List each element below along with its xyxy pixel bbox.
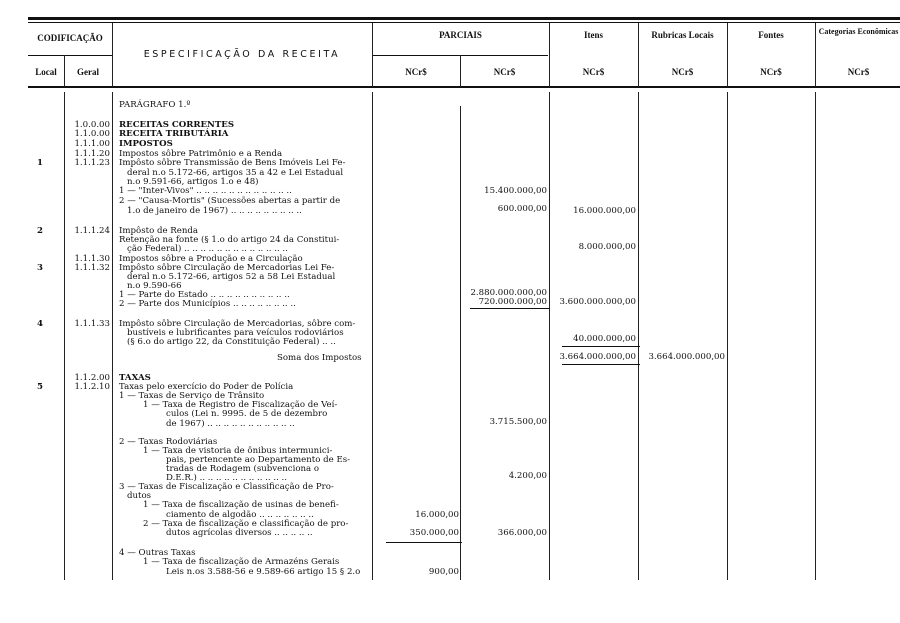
body-sep-geral	[112, 92, 113, 580]
currency-itens: NCr$	[582, 67, 605, 77]
row-text: bustíveis e lubrificantes para veículos rodoviários	[127, 328, 344, 338]
row-code: 1.1.1.00	[74, 139, 110, 149]
row-text: TAXAS	[119, 373, 151, 383]
rubricas-value: 3.664.000.000,00	[648, 352, 725, 362]
row-text: Retenção na fonte (§ 1.o do artigo 24 da Constitui-	[119, 235, 340, 245]
row-text: Taxas pelo exercício do Poder de Polícia	[119, 382, 294, 392]
rubricas-header: Rubricas Locais	[651, 30, 714, 40]
row-local: 5	[37, 382, 43, 392]
soma-dos-impostos-label: Soma dos Impostos	[277, 353, 362, 363]
itens-value: 3.600.000.000,00	[559, 297, 636, 307]
row-text: Impôsto de Renda	[119, 226, 199, 236]
row-local: 2	[37, 226, 43, 236]
body-sep-p1p2	[460, 106, 461, 580]
row-text: 2 — Parte dos Municípios .. .. .. .. .. .. .. ..	[119, 299, 296, 309]
local-header: Local	[35, 67, 57, 77]
row-text: 2 — Taxas Rodoviárias	[119, 437, 218, 447]
row-text: dutos	[127, 491, 152, 501]
body-sep-categorias	[815, 92, 816, 580]
especificacao-header: ESPECIFICAÇÃO DA RECEITA	[143, 49, 341, 60]
row-code: 1.1.1.32	[74, 263, 110, 273]
row-text: n.o 9.591-66, artigos 1.o e 48)	[127, 177, 259, 187]
row-code: 1.1.1.30	[74, 254, 110, 264]
row-code: 1.1.0.00	[74, 129, 110, 139]
row-text: Impôsto sôbre Transmissão de Bens Imóveis Lei Fe-	[119, 158, 346, 168]
row-text: RECEITA TRIBUTÁRIA	[119, 129, 229, 139]
row-code: 1.1.2.00	[74, 373, 110, 383]
row-text: 2 — "Causa-Mortis" (Sucessões abertas a partir de	[119, 196, 341, 206]
row-text: (§ 6.o do artigo 22, da Constituição Federal) .. ..	[127, 337, 336, 347]
row-text: ção Federal) .. .. .. .. .. .. .. .. .. .. .. .. ..	[127, 244, 288, 254]
currency-fontes: NCr$	[760, 67, 782, 77]
categorias-header: Categorias Econômicas	[818, 27, 899, 36]
row-text: 2 — Taxa de fiscalização e classificação de pro-	[143, 519, 349, 529]
row-text: 1 — Taxas de Serviço de Trânsito	[119, 391, 265, 401]
row-text: Impostos sôbre Patrimônio e a Renda	[119, 149, 283, 159]
row-local: 4	[37, 319, 43, 329]
parcial-2-value: 366.000,00	[497, 528, 547, 538]
parcial-1-value: 350.000,00	[409, 528, 459, 538]
parcial-2-value: 720.000.000,00	[478, 297, 547, 307]
row-text: dutos agrícolas diversos .. .. .. .. ..	[166, 528, 313, 538]
row-text: de 1967) .. .. .. .. .. .. .. .. .. .. ..	[166, 419, 295, 429]
itens-value: 40.000.000,00	[573, 334, 636, 344]
parcial-2-value: 2.880.000.000,00	[470, 288, 547, 298]
row-text: 4 — Outras Taxas	[119, 548, 196, 558]
row-text: 1.o de janeiro de 1967) .. .. .. .. .. .. .. .. ..	[127, 206, 302, 216]
row-text: 1 — "Inter-Vivos" .. .. .. .. .. .. .. .. .. .. .. ..	[119, 186, 292, 196]
underline-itens-soma	[562, 346, 640, 347]
itens-value: 8.000.000,00	[578, 242, 636, 252]
row-text: 3 — Taxas de Fiscalização e Classificação de Pro-	[119, 482, 334, 492]
row-text: culos (Lei n. 9995. de 5 de dezembro	[166, 409, 328, 419]
itens-value: 3.664.000.000,00	[559, 352, 636, 362]
row-text: IMPOSTOS	[119, 139, 173, 149]
geral-header: Geral	[77, 67, 99, 77]
row-code: 1.1.1.20	[74, 149, 110, 159]
row-text: Impostos sôbre a Produção e a Circulação	[119, 254, 303, 264]
row-text: RECEITAS CORRENTES	[119, 120, 235, 130]
header-bottom-rule	[28, 86, 900, 88]
row-code: 1.1.1.23	[74, 158, 110, 168]
parcial-2-value: 4.200,00	[508, 471, 547, 481]
row-text: 1 — Taxa de vistoria de ônibus intermunici-	[143, 446, 333, 456]
row-text: D.E.R.) .. .. .. .. .. .. .. .. .. .. ..	[166, 473, 288, 483]
row-text: tradas de Rodagem (subvenciona o	[166, 464, 320, 474]
row-code: 1.1.1.33	[74, 319, 110, 329]
row-code: 1.1.2.10	[74, 382, 110, 392]
codificacao-header: CODIFICAÇÃO	[37, 33, 103, 43]
currency-p2: NCr$	[493, 67, 516, 77]
row-text: pais, pertencente ao Departamento de Es-	[166, 455, 351, 465]
fontes-header: Fontes	[758, 30, 784, 40]
currency-p1: NCr$	[405, 67, 427, 77]
row-text: 1 — Taxa de Registro de Fiscalização de Veí-	[143, 400, 338, 410]
parciais-header: PARCIAIS	[439, 30, 482, 40]
parcial-2-value: 15.400.000,00	[484, 186, 547, 196]
row-local: 1	[37, 158, 43, 168]
body-sep-local	[64, 92, 65, 580]
row-text: deral n.o 5.172-66, artigos 35 a 42 e Lei Estadual	[127, 168, 344, 178]
row-text: n.o 9.590-66	[127, 281, 182, 291]
body-sep-rubricas	[638, 92, 639, 580]
row-text: deral n.o 5.172-66, artigos 52 a 58 Lei Estadual	[127, 272, 336, 282]
parcial-1-value: 16.000,00	[415, 510, 459, 520]
row-text: ciamento de algodão .. .. .. .. .. .. ..	[166, 510, 314, 520]
row-text: 1 — Parte do Estado .. .. .. .. .. .. .. .. .. ..	[119, 290, 290, 300]
currency-rubricas: NCr$	[671, 67, 694, 77]
body-sep-fontes	[727, 92, 728, 580]
row-text: Impôsto sôbre Circulação de Mercadorias, sôbre com-	[119, 319, 356, 329]
underline-p2-icm	[470, 308, 550, 309]
itens-value: 16.000.000,00	[573, 206, 636, 216]
row-text: Leis n.os 3.588-56 e 9.589-66 artigo 15 § 2.o	[166, 567, 361, 577]
row-text: 1 — Taxa de fiscalização de Armazéns Gerais	[143, 557, 340, 567]
parcial-2-value: 3.715.500,00	[489, 417, 547, 427]
underline-itens-soma-2	[562, 364, 640, 365]
row-code: 1.1.1.24	[74, 226, 110, 236]
underline-p1-taxas	[386, 542, 462, 543]
row-text: 1 — Taxa de fiscalização de usinas de benefi-	[143, 500, 339, 510]
parcial-1-value: 900,00	[428, 567, 459, 577]
body-sep-parciais	[372, 92, 373, 580]
header-mid-rule-left	[28, 55, 112, 56]
top-rule-thin	[28, 22, 900, 23]
row-text: PARÁGRAFO 1.º	[119, 100, 191, 110]
currency-categorias: NCr$	[847, 67, 870, 77]
top-rule-thick	[28, 17, 900, 20]
row-text: Impôsto sôbre Circulação de Mercadorias Lei Fe-	[119, 263, 335, 273]
parcial-2-value: 600.000,00	[497, 204, 547, 214]
row-code: 1.0.0.00	[74, 120, 110, 130]
itens-header: Itens	[583, 30, 603, 40]
row-local: 3	[37, 263, 43, 273]
